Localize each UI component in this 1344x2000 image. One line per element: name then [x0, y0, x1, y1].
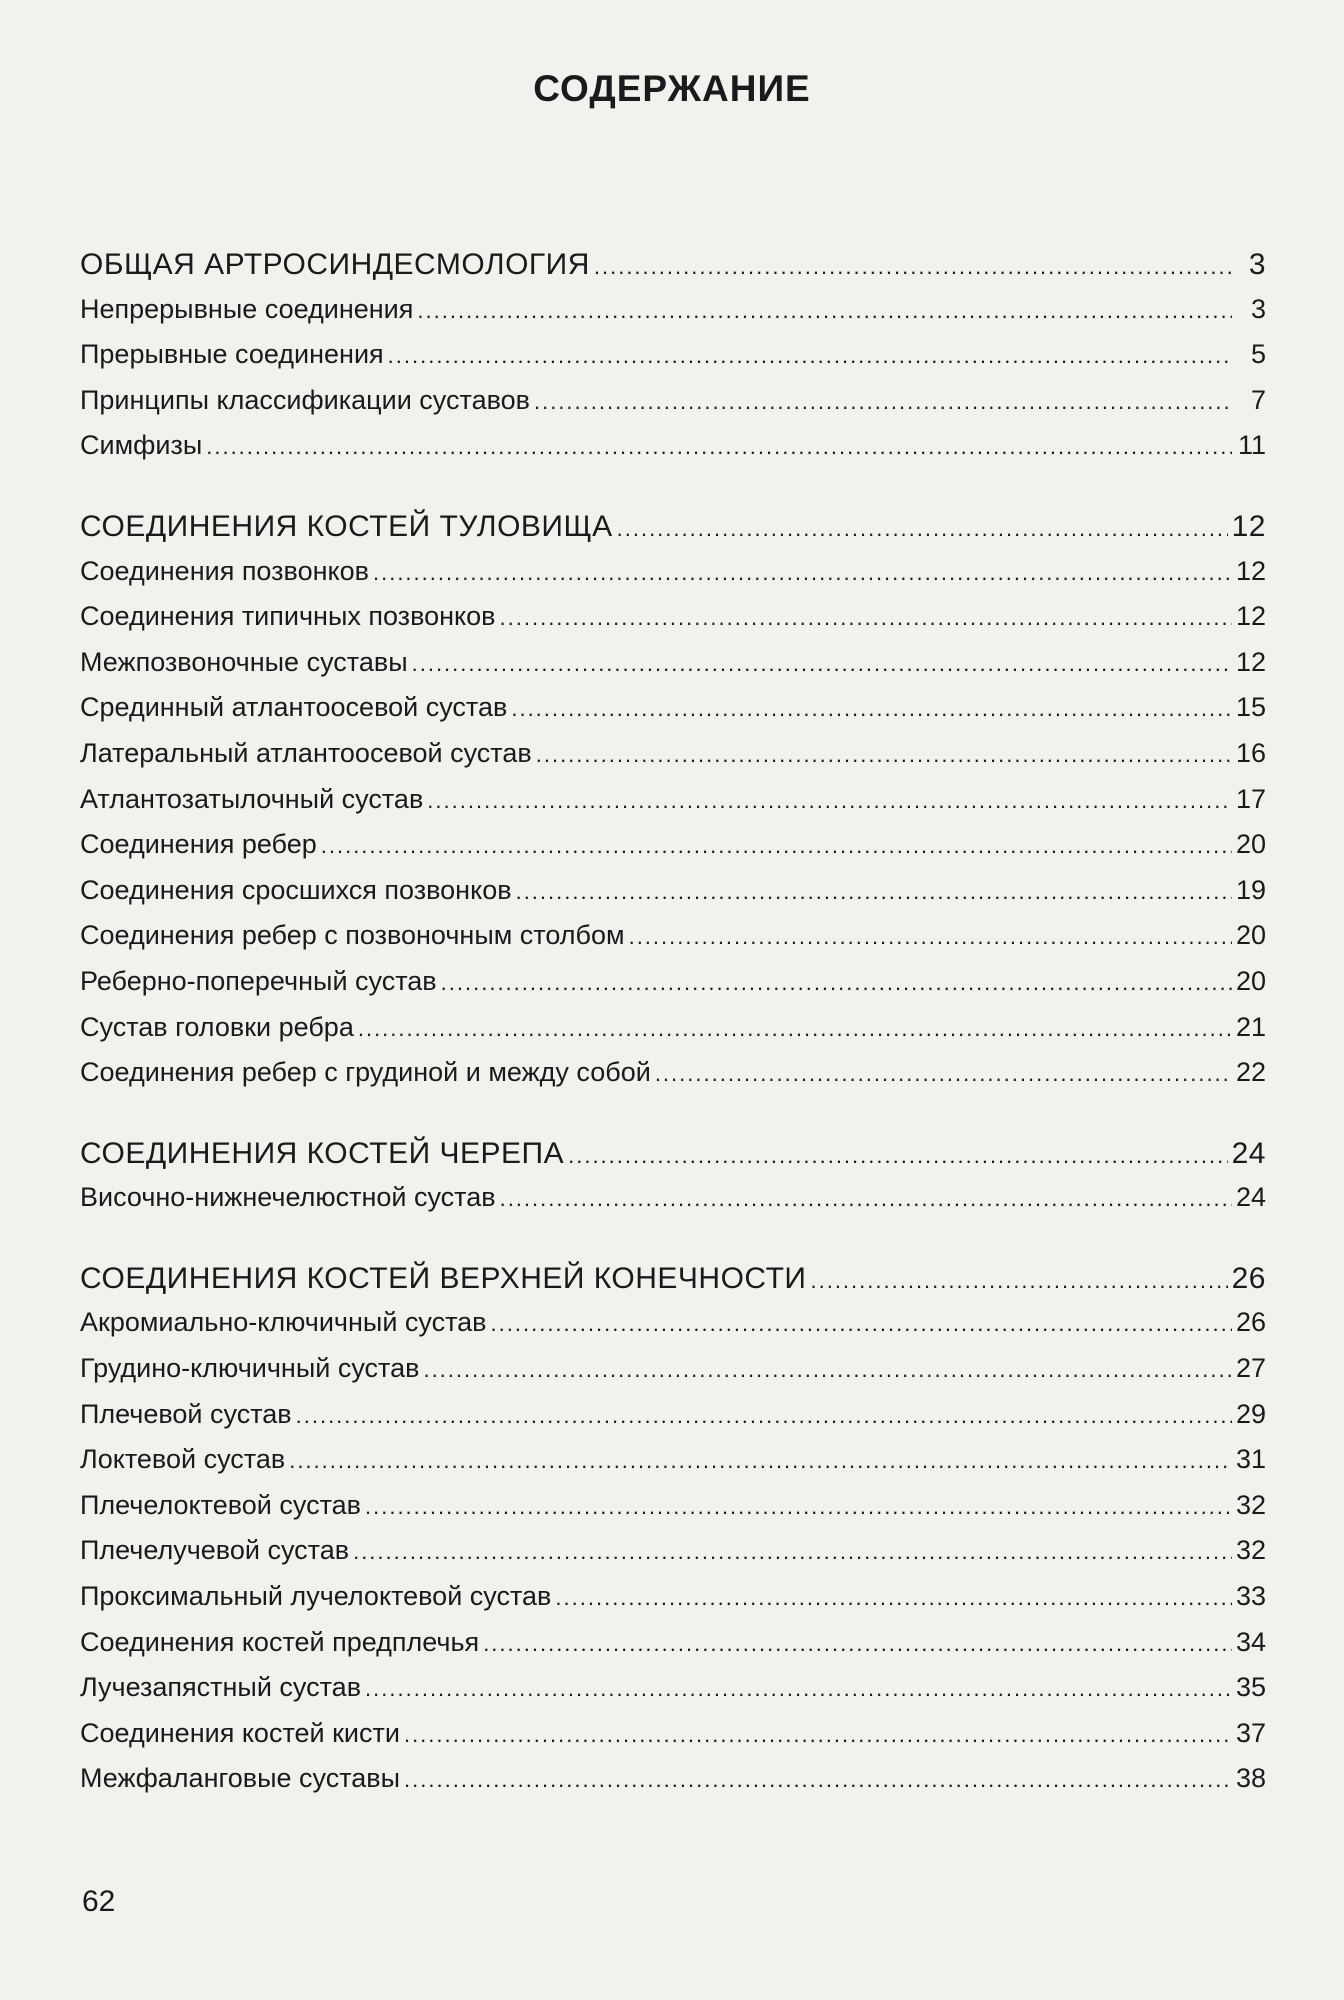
toc-entry-label: Проксимальный лучелоктевой сустав — [80, 1581, 552, 1612]
toc-entry-page: 12 — [1235, 555, 1266, 586]
toc-entry-label: Соединения ребер — [80, 829, 317, 860]
dot-leader — [404, 1767, 1232, 1793]
toc-entry-label: Сустав головки ребра — [80, 1011, 354, 1042]
toc-entry — [80, 1012, 1266, 1058]
toc-entry-label: Симфизы — [80, 430, 203, 461]
toc-entry-page: 24 — [1231, 1136, 1266, 1170]
toc-entry — [80, 385, 1266, 431]
toc-section-heading — [80, 1262, 1266, 1308]
dot-leader — [373, 560, 1232, 586]
toc-entry-label: СОЕДИНЕНИЯ КОСТЕЙ ЧЕРЕПА — [80, 1136, 565, 1170]
dot-leader — [427, 788, 1232, 814]
toc-entry-page: 5 — [1250, 339, 1266, 370]
dot-leader — [491, 1311, 1232, 1337]
toc-entry — [80, 1490, 1266, 1536]
dot-leader — [441, 970, 1232, 996]
toc-entry — [80, 1718, 1266, 1764]
toc-entry-label: Плечелоктевой сустав — [80, 1489, 361, 1520]
dot-leader — [655, 1061, 1232, 1087]
toc-entry-page: 29 — [1235, 1398, 1266, 1429]
toc-entry-label: Акромиально-ключичный сустав — [80, 1307, 487, 1338]
toc-entry-page: 22 — [1235, 1057, 1266, 1088]
toc-entry-page: 15 — [1235, 692, 1266, 723]
toc-entry-page: 38 — [1235, 1763, 1266, 1794]
toc-entry-page: 3 — [1250, 293, 1266, 324]
toc-entry — [80, 1399, 1266, 1445]
toc-entry-label: Прерывные соединения — [80, 339, 384, 370]
toc-entry — [80, 1763, 1266, 1809]
dot-leader — [500, 1186, 1232, 1212]
toc-entry-page: 35 — [1235, 1672, 1266, 1703]
dot-leader — [534, 389, 1232, 415]
dot-leader — [483, 1631, 1232, 1657]
table-of-contents — [80, 248, 1266, 1843]
toc-entry-label: Межпозвоночные суставы — [80, 646, 408, 677]
toc-entry-page: 7 — [1250, 384, 1266, 415]
toc-entry-page: 12 — [1235, 646, 1266, 677]
dot-leader — [516, 879, 1232, 905]
toc-entry-label: Соединения ребер с грудиной и между собой — [80, 1057, 651, 1088]
toc-entry-page: 26 — [1231, 1261, 1266, 1295]
toc-entry-page: 17 — [1235, 783, 1266, 814]
toc-entry-label: Срединный атлантоосевой сустав — [80, 692, 508, 723]
toc-entry — [80, 1627, 1266, 1673]
dot-leader — [423, 1357, 1232, 1383]
toc-entry-label: Соединения позвонков — [80, 555, 369, 586]
toc-entry-page: 32 — [1235, 1489, 1266, 1520]
toc-entry-label: Латеральный атлантоосевой сустав — [80, 737, 532, 768]
toc-entry — [80, 966, 1266, 1012]
dot-leader — [412, 651, 1232, 677]
dot-leader — [365, 1676, 1232, 1702]
toc-entry-page: 12 — [1235, 601, 1266, 632]
toc-entry-page: 37 — [1235, 1717, 1266, 1748]
toc-entry-page: 20 — [1235, 965, 1266, 996]
dot-leader — [388, 343, 1232, 369]
toc-entry-label: ОБЩАЯ АРТРОСИНДЕСМОЛОГИЯ — [80, 248, 590, 281]
toc-entry-label: Соединения костей кисти — [80, 1717, 400, 1748]
dot-leader — [206, 434, 1232, 460]
dot-leader — [555, 1585, 1232, 1611]
toc-entry — [80, 601, 1266, 647]
toc-entry-page: 20 — [1235, 829, 1266, 860]
toc-entry — [80, 556, 1266, 602]
toc-entry-label: Плечелучевой сустав — [80, 1535, 350, 1566]
toc-entry-label: Соединения костей предплечья — [80, 1626, 480, 1657]
dot-leader — [617, 516, 1228, 542]
toc-entry-page: 16 — [1235, 737, 1266, 768]
toc-entry — [80, 920, 1266, 966]
toc-entry — [80, 692, 1266, 738]
toc-entry-page: 3 — [1248, 248, 1266, 281]
toc-entry — [80, 339, 1266, 385]
toc-section — [80, 248, 1266, 476]
toc-entry-label: Локтевой сустав — [80, 1444, 286, 1475]
toc-entry-label: Реберно-поперечный сустав — [80, 965, 437, 996]
toc-entry-label: Соединения сросшихся позвонков — [80, 874, 512, 905]
toc-entry — [80, 1057, 1266, 1103]
toc-entry-page: 20 — [1235, 920, 1266, 951]
dot-leader — [358, 1016, 1232, 1042]
dot-leader — [289, 1448, 1232, 1474]
toc-entry-label: Лучезапястный сустав — [80, 1672, 362, 1703]
toc-section — [80, 510, 1266, 1103]
toc-entry-page: 31 — [1235, 1444, 1266, 1475]
toc-entry-page: 12 — [1231, 509, 1266, 543]
toc-entry-label: Соединения типичных позвонков — [80, 601, 496, 632]
toc-entry — [80, 1182, 1266, 1228]
toc-entry-label: Межфаланговые суставы — [80, 1763, 401, 1794]
toc-entry-page: 26 — [1235, 1307, 1266, 1338]
dot-leader — [500, 605, 1232, 631]
toc-entry-page: 34 — [1235, 1626, 1266, 1657]
dot-leader — [353, 1539, 1232, 1565]
toc-section-heading — [80, 1137, 1266, 1183]
toc-entry — [80, 1581, 1266, 1627]
toc-entry-label: Височно-нижнечелюстной сустав — [80, 1182, 496, 1213]
dot-leader — [296, 1403, 1232, 1429]
toc-entry — [80, 875, 1266, 921]
dot-leader — [321, 833, 1232, 859]
toc-entry-page: 21 — [1235, 1011, 1266, 1042]
toc-entry-page: 11 — [1237, 430, 1266, 461]
dot-leader — [810, 1268, 1227, 1294]
dot-leader — [536, 742, 1232, 768]
toc-entry-page: 27 — [1235, 1353, 1266, 1384]
toc-section-heading — [80, 248, 1266, 294]
toc-entry-label: Принципы классификации суставов — [80, 384, 530, 415]
toc-entry-label: Соединения ребер с позвоночным столбом — [80, 920, 625, 951]
toc-entry — [80, 647, 1266, 693]
toc-entry-label: Атлантозатылочный сустав — [80, 783, 424, 814]
toc-entry — [80, 1444, 1266, 1490]
dot-leader — [365, 1494, 1232, 1520]
toc-entry-label: Грудино-ключичный сустав — [80, 1353, 420, 1384]
dot-leader — [568, 1143, 1228, 1169]
toc-entry — [80, 430, 1266, 476]
toc-entry — [80, 738, 1266, 784]
toc-entry-page: 33 — [1235, 1581, 1266, 1612]
toc-entry — [80, 1353, 1266, 1399]
page-number: 62 — [82, 1885, 116, 1918]
toc-entry-page: 32 — [1235, 1535, 1266, 1566]
toc-entry — [80, 294, 1266, 340]
toc-entry — [80, 829, 1266, 875]
toc-entry — [80, 784, 1266, 830]
page-title: СОДЕРЖАНИЕ — [533, 68, 811, 109]
toc-section — [80, 1137, 1266, 1228]
dot-leader — [511, 696, 1232, 722]
toc-entry-label: Непрерывные соединения — [80, 293, 414, 324]
toc-entry-page: 19 — [1235, 874, 1266, 905]
toc-entry-label: СОЕДИНЕНИЯ КОСТЕЙ ВЕРХНЕЙ КОНЕЧНОСТИ — [80, 1261, 807, 1295]
toc-entry — [80, 1307, 1266, 1353]
toc-entry-page: 24 — [1235, 1182, 1266, 1213]
toc-entry-label: СОЕДИНЕНИЯ КОСТЕЙ ТУЛОВИЩА — [80, 509, 613, 543]
toc-entry — [80, 1672, 1266, 1718]
toc-entry — [80, 1535, 1266, 1581]
toc-section-heading — [80, 510, 1266, 556]
dot-leader — [417, 298, 1232, 324]
dot-leader — [629, 924, 1232, 950]
dot-leader — [594, 254, 1232, 280]
toc-entry-label: Плечевой сустав — [80, 1398, 292, 1429]
dot-leader — [404, 1722, 1232, 1748]
toc-section — [80, 1262, 1266, 1809]
